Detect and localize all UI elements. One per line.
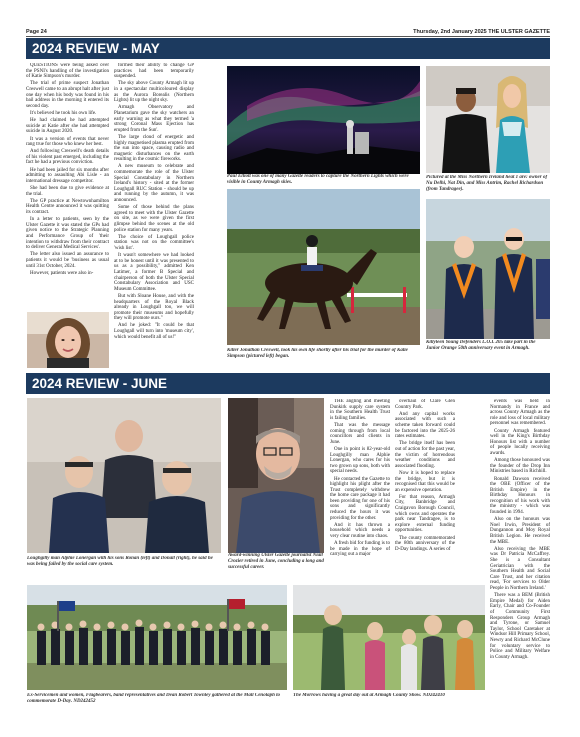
junior-orange-caption: Killyleen Young Defenders L.O.L 205 take part in the Junior Orange 50th anniversary event in Armagh. <box>426 340 536 351</box>
article-paragraph: It wasn't somewhere we had looked at to be honest until it was presented to us as a possibility," admitted Ken Latimer, a former B Special and chairperson of both the Ulster Special Constabulary Association and USC Museum Committee. <box>114 253 194 292</box>
article-paragraph: In a letter to patients, seen by the Ulster Gazette it was stated the GPs had given notice to the Strategic Planning and Performance Group of 'their intention to withdraw from their contract to deliver General Medical Services'. <box>26 217 109 251</box>
page-header <box>26 27 550 37</box>
article-paragraph: She had been due to give evidence at the trial. <box>26 186 109 197</box>
article-paragraph: County Armagh featured well in the King's Birthday Honours list with a number of people locally receiving awards. <box>490 428 550 456</box>
article-paragraph: Also receiving the MBE was Dr Patricia McCaffrey. She is a Consultant Geriatrician with the Southern Health and Social Care Trust, and her citation read, 'For services to Older People in Northern Ireland.' <box>490 546 550 591</box>
article-paragraph: events was held in Normandy in France and across County Armagh as the role and loss of local military personnel was remembered. <box>490 399 550 427</box>
article-paragraph: The choice of Loughgall police station was not on the committee's 'wish list'. <box>114 234 194 251</box>
page-number: Page 24 <box>26 29 47 35</box>
article-paragraph: However, patients were also in- <box>30 270 94 276</box>
article-paragraph: And he joked: "It could be that Loughgall will turn into 'museum city', which would benefit all of us!" <box>114 323 194 340</box>
article-paragraph: Some of those behind the plans agreed to meet with the Ulster Gazette on site, as we were given the first glimpse behind the scenes at the old police station for many years. <box>114 205 194 233</box>
miss-ni-heat-photo <box>426 66 550 173</box>
article-paragraph: Armagh Observatory and Planetarium gave the sky watchers an early warning as what they termed 'a strong Coronal Mass Ejection has erupted from the Sun'. <box>114 105 194 133</box>
article-paragraph: For that reason, Armagh City, Banbridge and Craigavon Borough Council, which owns and operates the park near Tandragee, is to explore external funding opportunities. <box>395 494 455 534</box>
june-column-5 <box>490 399 550 706</box>
miss-ni-caption: Pictured at the Miss Northern Ireland heat 1 are: owner of Nu Delhi, Nat Din, and Miss Antrim, Rachel Richardson (from Tandragee). <box>426 175 548 192</box>
article-paragraph: Also on the honours was Noel Irwin, President of Dungannon and Moy Royal British Legion. He received the MBE. <box>490 517 550 545</box>
article-paragraph: Now it is hoped to replace the bridge, but it is recognised that this would be an expensive operation. <box>395 470 455 493</box>
dday-commemoration-photo <box>27 585 287 690</box>
county-show-photo <box>293 585 485 690</box>
article-paragraph: overhaul of Clare Glen Country Park. <box>395 399 455 410</box>
article-paragraph: THE angling and meeting Dunkirk supply care system in the Southern Health Trust is failing families. <box>330 399 390 421</box>
article-paragraph: formed their ability to change GP practices had been temporarily suspended. <box>114 63 194 80</box>
aurora-caption: Paul Elliott was one of many Gazette readers to capture the Northern Lights which were visible in County Armagh skies. <box>227 174 409 185</box>
northern-lights-photo <box>227 66 420 174</box>
article-paragraph: And following Creswell's death details of his violent past emerged, including the fact he had a previous conviction. <box>26 149 109 166</box>
county-show-caption: The Morrows having a great day out at Armagh County Show. ND242410 <box>293 693 445 698</box>
horse-rider-photo <box>227 189 420 345</box>
dday-caption: Ex-Servicemen and women, Flagbearers, band representatives and Dean Robert Townley gathered at the Mall Cenotaph to commemorate D-Day. ND242452 <box>27 693 281 704</box>
journalist-photo <box>228 398 324 553</box>
article-paragraph: It's believed he took his own life. <box>30 110 97 116</box>
article-paragraph: The letter also issued an assurance to patients it would be 'business as usual until 31st October, 2024. <box>26 252 109 269</box>
article-paragraph: There was a BEM (British Empire Medal) for Aiden Early, Chair and Co-Founder of Community First Responders Group Armagh and Tyrone, or Samuel Taylor, School Caretaker at Windsor Hill Primary School, Newry and Richard McClune for voluntary service to Police and Military Welfare in County Armagh. <box>490 593 550 660</box>
article-paragraph: But with Sloane House, and with the headquarters of the Royal Black already in Loughgall too, we will promote their museums and hopefully they will promote ours." <box>114 293 194 322</box>
article-paragraph: The bridge itself has been out of action for the past year, the victim of horrendous weather conditions and associated flooding. <box>395 441 455 469</box>
article-paragraph: Ronald Dawson received the OBE (Officer of the British Empire) in the Birthday Honours in recognition of his work with the ministry - which was founded in 1994. <box>490 476 550 516</box>
junior-orange-photo <box>426 199 550 339</box>
june-column-3 <box>330 399 390 579</box>
article-paragraph: That was the message coming through from local councillors and clients in June. <box>330 422 390 445</box>
article-paragraph: A fresh bid for funding is to be made in the hope of carrying out a major <box>330 541 390 558</box>
article-paragraph: The trial of prime suspect Jonathan Creswell came to an abrupt halt after just one day when his body was found in his bail address in the morning it entered its second day. <box>26 81 109 109</box>
article-paragraph: Among those honoured was the founder of the Drop Inn Ministries based in Richhill. <box>490 458 550 475</box>
article-paragraph: One in point is 82-year-old Loughgilly man Alphie Lonergan, who cares for his two grown up sons, both with special needs. <box>330 446 390 475</box>
date-and-paper: Thursday, 2nd January 2025 THE ULSTER GAZETTE <box>413 29 550 35</box>
article-paragraph: It was a version of events that never rang true for those who knew her best. <box>26 136 109 148</box>
article-paragraph: The large cloud of energetic and highly magnetised plasma erupted from the sun into space, causing radio and magnetic disturbances on the earth resulting in the cosmic fireworks. <box>114 134 194 163</box>
may-section-banner: 2024 REVIEW - MAY <box>26 38 550 59</box>
article-paragraph: The GP practice at Newtownhamilton Health Centre announced it was quitting its contract. <box>26 198 109 215</box>
journalist-caption: Award-winning Ulster Gazette journalist Niall Crozier retired in June, concluding a long and successful career. <box>228 553 324 570</box>
article-paragraph: He contacted the Gazette to highlight his plight after the Trust completely withdrew the home care package it had been providing for one of his sons and significantly reduced the hours it was providing for the other. <box>330 476 390 521</box>
article-paragraph: He had claimed he had attempted suicide at Katie after she had attempted suicide in August 2020. <box>26 118 109 135</box>
may-column-1 <box>26 63 109 310</box>
katie-simpson-photo <box>27 312 109 368</box>
creswell-caption: Killer Jonathan Creswell, took his own life shortly after his trial for the murder of Katie Simpson (pictured left) began. <box>227 348 408 359</box>
article-paragraph: And it has thrown a household which needs a very clear routine into chaos. <box>330 522 390 540</box>
june-section-banner: 2024 REVIEW - JUNE <box>26 373 550 394</box>
lonergan-family-photo <box>27 398 221 553</box>
lonergan-caption: Loughgilly man Alphie Lonergan with his sons Ronan (left) and Donall (right), he said he was being failed by the social care system. <box>27 556 213 567</box>
may-column-2 <box>114 63 194 363</box>
article-paragraph: And any capital works associated with such a scheme taken forward could be factored into the 2025-26 rates estimates. <box>395 411 455 440</box>
article-paragraph: He had been jailed for six months after admitting to assaulting Abi Lisle - an international dressage competitor. <box>26 167 109 184</box>
article-paragraph: The county commemorated the 80th anniversary of the D-Day landings. A series of <box>395 535 455 552</box>
june-column-4 <box>395 399 455 579</box>
article-paragraph: A new museum to celebrate and commemorate the role of the Ulster Special Constabulary in Northern Ireland's history - sited at the former Loughgall RUC Station - should be up and running by the autumn, it was announced. <box>114 164 194 204</box>
article-paragraph: The sky above County Armagh lit up in a spectacular multicoloured display as the Aurora Borealis (Northern Lights) lit up the night sky. <box>114 81 194 104</box>
article-paragraph: QUESTIONS were being asked over the PSNI's handling of the investigation of Katie Simpson's murder. <box>26 63 109 80</box>
